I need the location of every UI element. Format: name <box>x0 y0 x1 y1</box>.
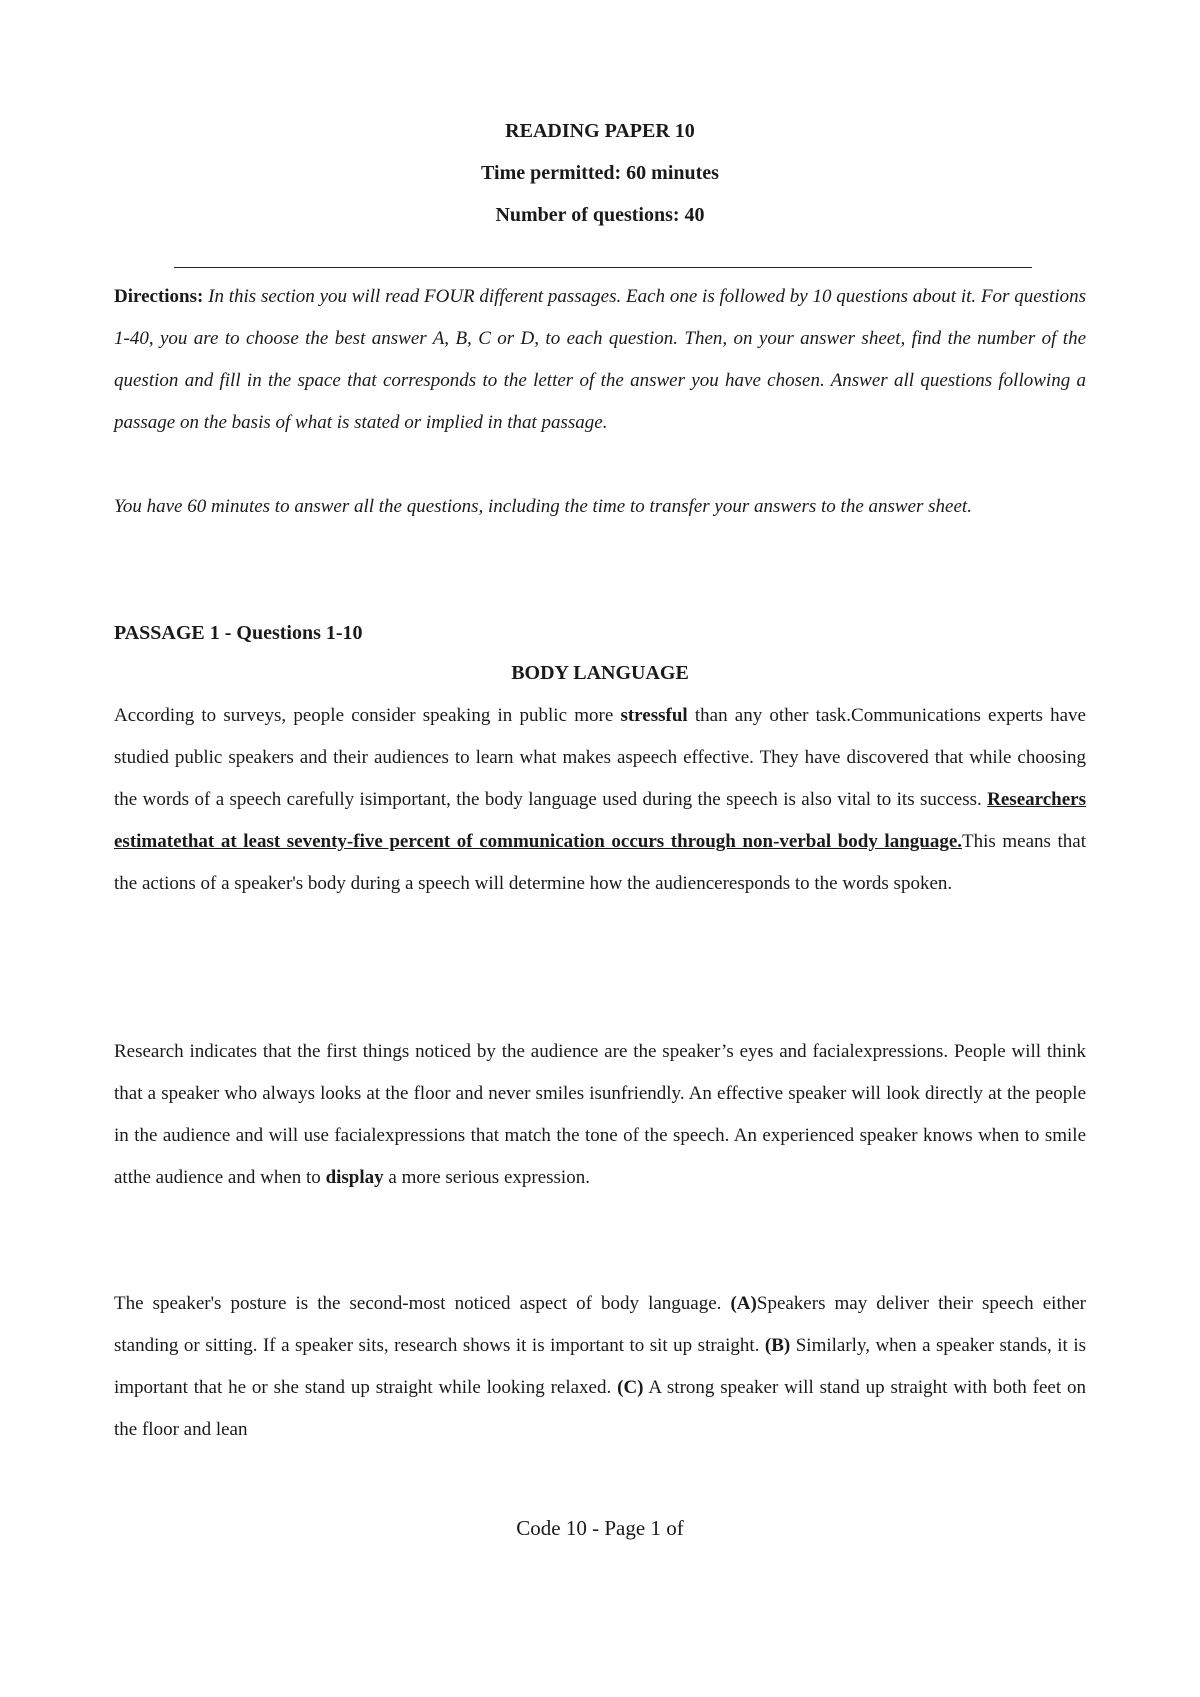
page-footer: Code 10 - Page 1 of <box>516 1516 684 1540</box>
p3-marker-c: (C) <box>617 1377 644 1398</box>
passage-paragraph-3 <box>114 1283 1086 1440</box>
p3-marker-a: (A) <box>730 1293 757 1314</box>
p3-marker-b: (B) <box>764 1335 791 1356</box>
p2-bold-display: display <box>325 1167 384 1188</box>
time-note: You have 60 minutes to answer all the questions, including the time to transfer your answers to the answer sheet. <box>114 496 972 517</box>
directions-paragraph <box>114 276 1086 444</box>
p1-text-3: This means that the actions of a speaker's body during a speech will determine how the audienceresponds to the words spoken. <box>114 831 1086 894</box>
p3-text-3: Similarly, when a speaker stands, it is important that he or she stand up straight while looking relaxed. <box>114 1335 1086 1398</box>
passage-paragraph-1 <box>114 695 1086 905</box>
passage-paragraph-2 <box>114 1031 1086 1199</box>
p1-bold-stressful: stressful <box>620 705 688 726</box>
number-of-questions: Number of questions: 40 <box>495 204 705 226</box>
directions-text: In this section you will read FOUR different passages. Each one is followed by 10 questions about it. For questions 1-40, you are to choose the best answer A, B, C or D, to each question. Then, on your answer sheet, find the number of the question and fill in the space that corresponds to the letter of the answer you have chosen. Answer all questions following a passage on the basis of what is stated or implied in that passage. <box>114 286 1086 433</box>
p1-underlined-researchers: Researchers estimate <box>114 789 1086 852</box>
p3-text-4: A strong speaker will stand up straight with both feet on the floor and lean <box>114 1377 1086 1440</box>
time-permitted: Time permitted: 60 minutes <box>481 162 719 184</box>
header-divider <box>174 267 1032 268</box>
paper-title: READING PAPER 10 <box>505 120 695 142</box>
p1-text-2: than any other task.Communications experts have studied public speakers and their audiences to learn what makes aspeech effective. They have discovered that while choosing the words of a speech carefully isimportant, the body language used during the speech is also vital to its success. <box>114 705 1086 810</box>
paper-header <box>0 110 1200 236</box>
p1-bold-underlined-claim: that at least seventy-five percent of communication occurs through non-verbal body language. <box>181 831 963 852</box>
passage-title: BODY LANGUAGE <box>511 662 689 684</box>
p2-text-1: Research indicates that the first things noticed by the audience are the speaker’s eyes and facialexpressions. People will think that a speaker who always looks at the floor and never smiles isunfriendly. An effective speaker will look directly at the people in the audience and will use facialexpressions that match the tone of the speech. An experienced speaker knows when to smile atthe audience and when to <box>114 1041 1086 1188</box>
p1-text-1: According to surveys, people consider speaking in public more <box>114 705 621 726</box>
p3-text-2: Speakers may deliver their speech either standing or sitting. If a speaker sits, research shows it is important to sit up straight. <box>114 1293 1086 1356</box>
directions-label: Directions: <box>114 286 204 307</box>
passage-heading: PASSAGE 1 - Questions 1-10 <box>114 622 363 644</box>
p2-text-2: a more serious expression. <box>383 1167 590 1188</box>
p3-text-1: The speaker's posture is the second-most noticed aspect of body language. <box>114 1293 731 1314</box>
